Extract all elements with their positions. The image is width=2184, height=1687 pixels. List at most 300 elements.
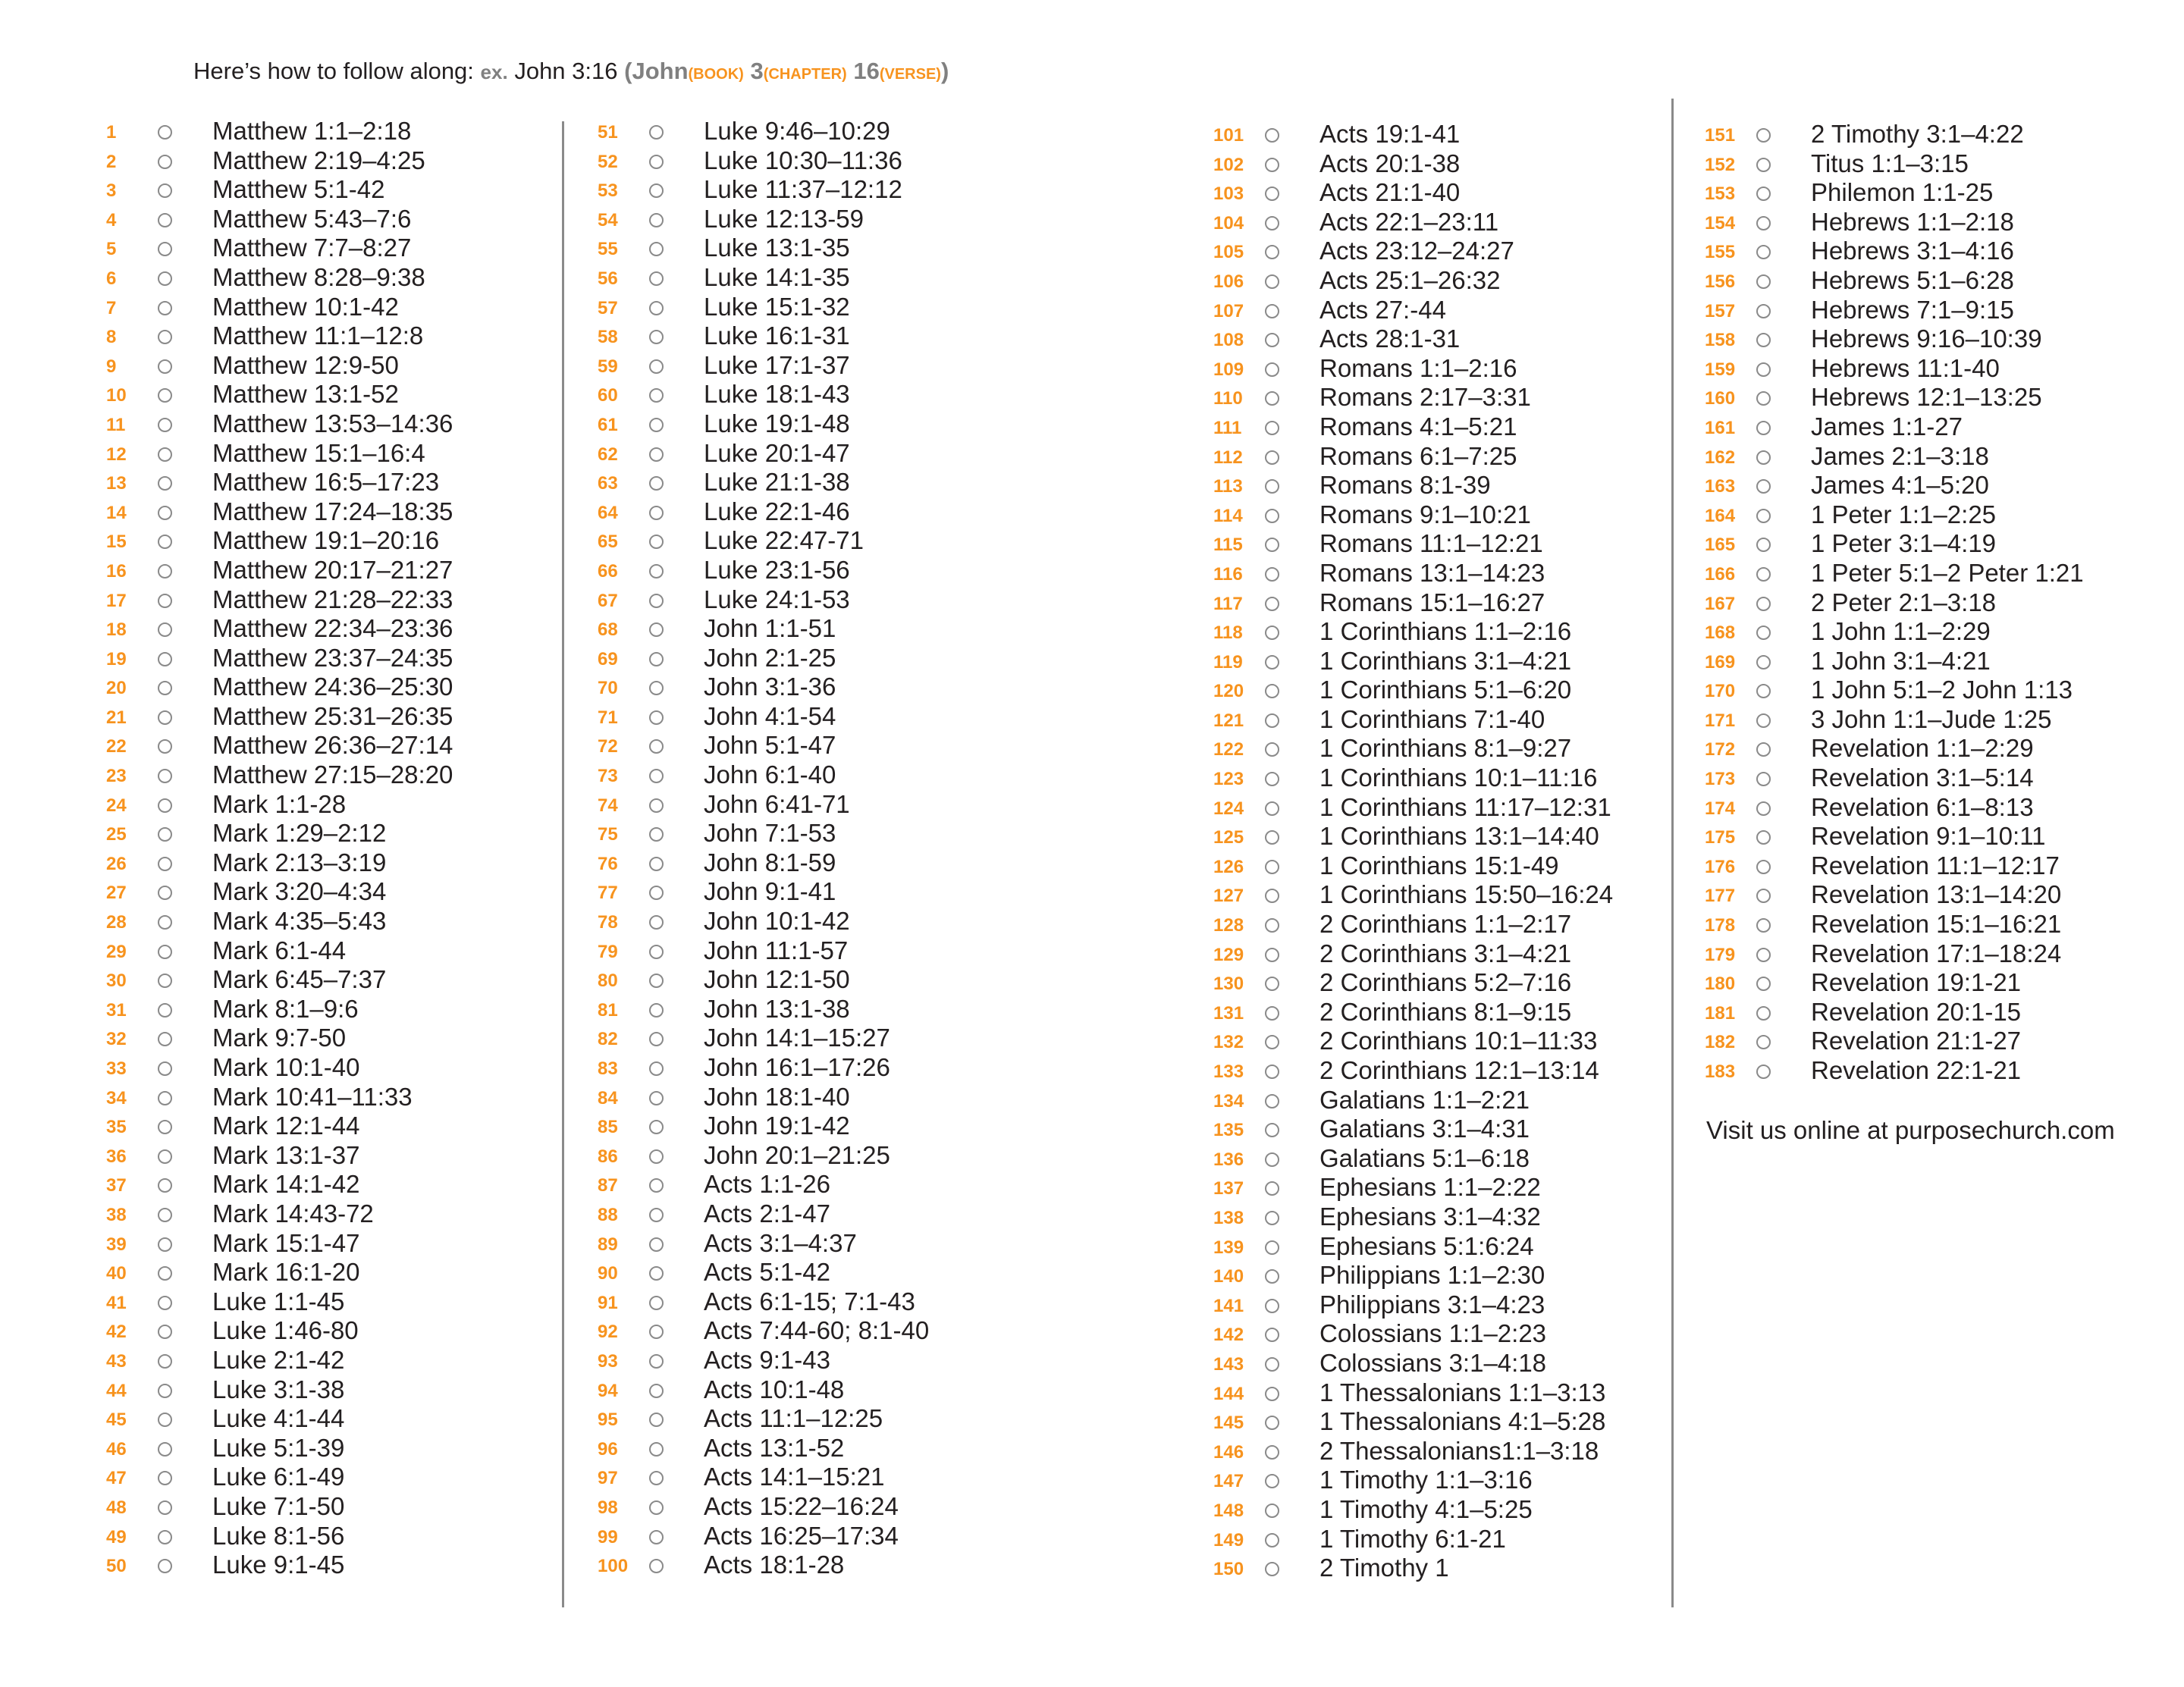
day-number: 164 <box>1705 505 1736 526</box>
reading-checkbox[interactable] <box>1265 391 1279 406</box>
day-number: 23 <box>106 766 127 787</box>
reading-passage: 1 Timothy 1:1–3:16 <box>1320 1466 1533 1494</box>
reading-checkbox[interactable] <box>158 359 172 374</box>
reading-checkbox[interactable] <box>1756 860 1771 874</box>
reading-passage: Philippians 3:1–4:23 <box>1320 1290 1545 1319</box>
reading-checkbox[interactable] <box>1265 1065 1279 1079</box>
reading-checkbox[interactable] <box>1265 1416 1279 1430</box>
reading-checkbox[interactable] <box>649 622 664 637</box>
day-number: 32 <box>106 1029 127 1050</box>
reading-checkbox[interactable] <box>1756 450 1771 465</box>
reading-checkbox[interactable] <box>1265 362 1279 377</box>
reading-checkbox[interactable] <box>649 183 664 198</box>
reading-checkbox[interactable] <box>1265 187 1279 201</box>
reading-passage: John 7:1-53 <box>704 819 836 848</box>
reading-checkbox[interactable] <box>158 1208 172 1222</box>
reading-checkbox[interactable] <box>1756 274 1771 289</box>
day-number: 116 <box>1213 563 1243 585</box>
reading-passage: 2 Corinthians 10:1–11:33 <box>1320 1027 1598 1055</box>
day-number: 80 <box>598 970 618 992</box>
reading-checkbox[interactable] <box>1265 1474 1279 1488</box>
reading-checkbox[interactable] <box>158 1500 172 1515</box>
day-number: 139 <box>1213 1237 1244 1258</box>
reading-checkbox[interactable] <box>1265 713 1279 728</box>
reading-checkbox[interactable] <box>158 183 172 198</box>
reading-checkbox[interactable] <box>1756 479 1771 494</box>
reading-checkbox[interactable] <box>158 710 172 725</box>
example-verse-number: 16 <box>853 58 880 84</box>
day-number: 85 <box>598 1117 618 1138</box>
example-prefix: ex. <box>480 61 508 83</box>
reading-checkbox[interactable] <box>158 447 172 462</box>
reading-checkbox[interactable] <box>158 1266 172 1281</box>
reading-checkbox[interactable] <box>1756 538 1771 552</box>
reading-passage: Ephesians 1:1–2:22 <box>1320 1173 1541 1202</box>
reading-checkbox[interactable] <box>649 769 664 783</box>
reading-checkbox[interactable] <box>649 681 664 695</box>
reading-checkbox[interactable] <box>649 915 664 930</box>
reading-checkbox[interactable] <box>649 1296 664 1310</box>
reading-checkbox[interactable] <box>158 739 172 754</box>
reading-checkbox[interactable] <box>649 798 664 813</box>
reading-passage: Acts 9:1-43 <box>704 1345 830 1374</box>
reading-checkbox[interactable] <box>158 622 172 637</box>
reading-checkbox[interactable] <box>1265 1445 1279 1460</box>
reading-checkbox[interactable] <box>1265 158 1279 172</box>
reading-checkbox[interactable] <box>158 271 172 286</box>
reading-checkbox[interactable] <box>1265 479 1279 494</box>
reading-checkbox[interactable] <box>158 769 172 783</box>
reading-passage: Matthew 15:1–16:4 <box>212 438 425 467</box>
reading-passage: Galatians 1:1–2:21 <box>1320 1085 1530 1114</box>
reading-passage: Revelation 17:1–18:24 <box>1811 939 2062 967</box>
day-number: 145 <box>1213 1413 1244 1434</box>
reading-passage: Luke 8:1-56 <box>212 1521 345 1550</box>
reading-checkbox[interactable] <box>158 418 172 432</box>
reading-checkbox[interactable] <box>649 594 664 608</box>
reading-checkbox[interactable] <box>1265 245 1279 259</box>
reading-checkbox[interactable] <box>649 1325 664 1339</box>
reading-checkbox[interactable] <box>158 1325 172 1339</box>
reading-passage: 2 Corinthians 3:1–4:21 <box>1320 939 1572 967</box>
reading-passage: 2 Peter 2:1–3:18 <box>1811 588 1997 616</box>
reading-checkbox[interactable] <box>1756 977 1771 991</box>
reading-checkbox[interactable] <box>649 1442 664 1457</box>
day-number: 17 <box>106 590 127 611</box>
reading-checkbox[interactable] <box>1265 655 1279 669</box>
reading-checkbox[interactable] <box>1756 830 1771 845</box>
reading-checkbox[interactable] <box>649 710 664 725</box>
reading-checkbox[interactable] <box>649 1061 664 1076</box>
reading-checkbox[interactable] <box>158 213 172 227</box>
reading-checkbox[interactable] <box>1265 1533 1279 1547</box>
day-number: 138 <box>1213 1207 1244 1228</box>
day-number: 40 <box>106 1263 127 1284</box>
reading-checkbox[interactable] <box>1756 713 1771 728</box>
reading-checkbox[interactable] <box>1756 889 1771 903</box>
reading-passage: Luke 11:37–12:12 <box>704 175 902 204</box>
reading-checkbox[interactable] <box>649 945 664 959</box>
reading-passage: John 1:1-51 <box>704 614 836 643</box>
reading-checkbox[interactable] <box>158 652 172 666</box>
reading-checkbox[interactable] <box>649 447 664 462</box>
reading-checkbox[interactable] <box>1756 801 1771 816</box>
day-number: 4 <box>106 209 117 230</box>
reading-passage: Luke 17:1-37 <box>704 350 850 379</box>
reading-checkbox[interactable] <box>1265 538 1279 552</box>
reading-passage: Ephesians 3:1–4:32 <box>1320 1202 1541 1231</box>
reading-passage: 1 Timothy 6:1-21 <box>1320 1524 1506 1553</box>
reading-passage: John 20:1–21:25 <box>704 1140 890 1169</box>
day-number: 55 <box>598 239 618 260</box>
reading-checkbox[interactable] <box>158 1296 172 1310</box>
reading-checkbox[interactable] <box>1265 1006 1279 1021</box>
day-number: 114 <box>1213 505 1243 526</box>
reading-checkbox[interactable] <box>649 1208 664 1222</box>
day-number: 34 <box>106 1087 127 1108</box>
reading-checkbox[interactable] <box>649 1471 664 1485</box>
reading-checkbox[interactable] <box>158 1354 172 1369</box>
reading-checkbox[interactable] <box>1756 655 1771 669</box>
day-number: 110 <box>1213 388 1243 409</box>
reading-checkbox[interactable] <box>1265 626 1279 640</box>
reading-passage: Galatians 5:1–6:18 <box>1320 1143 1530 1172</box>
reading-checkbox[interactable] <box>1756 948 1771 962</box>
reading-checkbox[interactable] <box>1756 304 1771 318</box>
reading-checkbox[interactable] <box>1265 1562 1279 1576</box>
reading-checkbox[interactable] <box>649 1032 664 1046</box>
reading-checkbox[interactable] <box>158 535 172 549</box>
reading-checkbox[interactable] <box>1265 801 1279 816</box>
day-number: 130 <box>1213 974 1244 995</box>
reading-passage: Acts 10:1-48 <box>704 1375 845 1403</box>
day-number: 52 <box>598 151 618 172</box>
day-number: 94 <box>598 1380 618 1401</box>
reading-checkbox[interactable] <box>649 857 664 871</box>
day-number: 137 <box>1213 1178 1244 1199</box>
reading-passage: Luke 14:1-35 <box>704 262 850 291</box>
reading-checkbox[interactable] <box>1756 1006 1771 1021</box>
reading-passage: Mark 1:29–2:12 <box>212 819 387 848</box>
reading-checkbox[interactable] <box>649 1237 664 1252</box>
reading-passage: 1 Corinthians 5:1–6:20 <box>1320 676 1572 704</box>
reading-checkbox[interactable] <box>649 1559 664 1573</box>
day-number: 158 <box>1705 330 1736 351</box>
reading-checkbox[interactable] <box>158 476 172 491</box>
reading-checkbox[interactable] <box>649 1500 664 1515</box>
reading-passage: Mark 14:43-72 <box>212 1199 374 1228</box>
reading-checkbox[interactable] <box>649 1091 664 1105</box>
reading-passage: John 14:1–15:27 <box>704 1024 890 1052</box>
reading-checkbox[interactable] <box>158 1091 172 1105</box>
reading-checkbox[interactable] <box>158 1061 172 1076</box>
reading-checkbox[interactable] <box>1265 948 1279 962</box>
reading-checkbox[interactable] <box>158 886 172 900</box>
reading-checkbox[interactable] <box>1756 684 1771 698</box>
reading-checkbox[interactable] <box>649 213 664 227</box>
reading-checkbox[interactable] <box>649 1149 664 1164</box>
reading-checkbox[interactable] <box>158 301 172 315</box>
reading-checkbox[interactable] <box>1756 918 1771 933</box>
reading-checkbox[interactable] <box>1265 216 1279 230</box>
reading-passage: Acts 1:1-26 <box>704 1170 830 1199</box>
reading-checkbox[interactable] <box>1265 1181 1279 1196</box>
day-number: 43 <box>106 1350 127 1372</box>
reading-checkbox[interactable] <box>158 155 172 169</box>
reading-checkbox[interactable] <box>649 155 664 169</box>
reading-checkbox[interactable] <box>1265 1387 1279 1401</box>
reading-checkbox[interactable] <box>1265 1123 1279 1137</box>
reading-checkbox[interactable] <box>158 798 172 813</box>
reading-checkbox[interactable] <box>158 564 172 579</box>
day-number: 90 <box>598 1263 618 1284</box>
reading-checkbox[interactable] <box>158 1237 172 1252</box>
reading-checkbox[interactable] <box>1756 391 1771 406</box>
reading-checkbox[interactable] <box>158 945 172 959</box>
reading-checkbox[interactable] <box>1265 1328 1279 1342</box>
reading-checkbox[interactable] <box>649 125 664 140</box>
day-number: 100 <box>598 1556 629 1577</box>
reading-passage: Acts 2:1-47 <box>704 1199 830 1228</box>
reading-passage: John 8:1-59 <box>704 848 836 876</box>
reading-passage: 1 Timothy 4:1–5:25 <box>1320 1494 1533 1523</box>
day-number: 171 <box>1705 710 1736 731</box>
reading-checkbox[interactable] <box>1265 1240 1279 1255</box>
reading-checkbox[interactable] <box>1756 421 1771 435</box>
day-number: 30 <box>106 970 127 992</box>
reading-checkbox[interactable] <box>158 1149 172 1164</box>
reading-checkbox[interactable] <box>1265 1357 1279 1372</box>
reading-checkbox[interactable] <box>649 1354 664 1369</box>
reading-checkbox[interactable] <box>1756 1065 1771 1079</box>
reading-passage: Colossians 1:1–2:23 <box>1320 1319 1547 1348</box>
reading-passage: Luke 13:1-35 <box>704 234 850 262</box>
reading-checkbox[interactable] <box>1265 597 1279 611</box>
reading-passage: John 3:1-36 <box>704 673 836 701</box>
reading-checkbox[interactable] <box>1756 187 1771 201</box>
reading-checkbox[interactable] <box>1265 860 1279 874</box>
reading-checkbox[interactable] <box>649 974 664 988</box>
reading-checkbox[interactable] <box>1265 977 1279 991</box>
website-note: Visit us online at purposechurch.com <box>1706 1116 2115 1144</box>
reading-checkbox[interactable] <box>1756 509 1771 523</box>
reading-passage: 2 Corinthians 8:1–9:15 <box>1320 997 1572 1026</box>
day-number: 36 <box>106 1146 127 1167</box>
day-number: 76 <box>598 853 618 874</box>
reading-checkbox[interactable] <box>1265 421 1279 435</box>
reading-checkbox[interactable] <box>158 915 172 930</box>
reading-checkbox[interactable] <box>1265 918 1279 933</box>
reading-checkbox[interactable] <box>1265 1035 1279 1049</box>
day-number: 92 <box>598 1322 618 1343</box>
reading-passage: 1 John 3:1–4:21 <box>1811 646 1991 675</box>
day-number: 181 <box>1705 1002 1736 1024</box>
reading-passage: 1 Corinthians 10:1–11:16 <box>1320 764 1598 792</box>
day-number: 11 <box>106 414 126 435</box>
reading-passage: James 2:1–3:18 <box>1811 441 1989 470</box>
reading-checkbox[interactable] <box>158 125 172 140</box>
reading-checkbox[interactable] <box>1756 742 1771 757</box>
reading-checkbox[interactable] <box>1265 1152 1279 1167</box>
reading-checkbox[interactable] <box>1265 889 1279 903</box>
reading-checkbox[interactable] <box>649 739 664 754</box>
reading-passage: 2 Timothy 1 <box>1320 1554 1449 1582</box>
day-number: 20 <box>106 678 127 699</box>
day-number: 63 <box>598 473 618 494</box>
reading-passage: Romans 6:1–7:25 <box>1320 441 1517 470</box>
reading-checkbox[interactable] <box>649 827 664 842</box>
reading-checkbox[interactable] <box>649 506 664 520</box>
reading-checkbox[interactable] <box>1265 1269 1279 1284</box>
reading-checkbox[interactable] <box>649 564 664 579</box>
day-number: 41 <box>106 1292 127 1313</box>
reading-checkbox[interactable] <box>1756 333 1771 347</box>
reading-checkbox[interactable] <box>1756 567 1771 582</box>
day-number: 28 <box>106 912 127 933</box>
example-chapter-label: (CHAPTER) <box>763 66 847 83</box>
day-number: 14 <box>106 502 127 523</box>
day-number: 149 <box>1213 1529 1244 1551</box>
reading-checkbox[interactable] <box>1265 1299 1279 1313</box>
reading-checkbox[interactable] <box>1265 742 1279 757</box>
reading-passage: Acts 27:-44 <box>1320 295 1446 324</box>
reading-checkbox[interactable] <box>649 1178 664 1193</box>
reading-checkbox[interactable] <box>1265 567 1279 582</box>
reading-checkbox[interactable] <box>649 359 664 374</box>
reading-checkbox[interactable] <box>1756 626 1771 640</box>
reading-passage: Matthew 10:1-42 <box>212 292 399 321</box>
day-number: 168 <box>1705 622 1736 644</box>
day-number: 39 <box>106 1234 127 1255</box>
reading-checkbox[interactable] <box>158 1471 172 1485</box>
instructions-intro: Here’s how to follow along: <box>193 58 474 84</box>
reading-checkbox[interactable] <box>1756 245 1771 259</box>
reading-checkbox[interactable] <box>649 1120 664 1134</box>
reading-checkbox[interactable] <box>158 827 172 842</box>
reading-checkbox[interactable] <box>649 1413 664 1427</box>
reading-passage: 1 Peter 5:1–2 Peter 1:21 <box>1811 558 2084 587</box>
reading-passage: Revelation 22:1-21 <box>1811 1056 2022 1084</box>
reading-checkbox[interactable] <box>1756 597 1771 611</box>
reading-passage: Acts 25:1–26:32 <box>1320 265 1501 294</box>
reading-checkbox[interactable] <box>649 476 664 491</box>
reading-checkbox[interactable] <box>158 594 172 608</box>
reading-checkbox[interactable] <box>1756 772 1771 786</box>
reading-checkbox[interactable] <box>1265 772 1279 786</box>
reading-checkbox[interactable] <box>158 1003 172 1018</box>
reading-checkbox[interactable] <box>649 1530 664 1544</box>
reading-checkbox[interactable] <box>649 1266 664 1281</box>
day-number: 105 <box>1213 242 1244 263</box>
reading-checkbox[interactable] <box>1265 1211 1279 1225</box>
reading-checkbox[interactable] <box>158 857 172 871</box>
day-number: 118 <box>1213 622 1243 644</box>
instructions-line <box>193 59 949 83</box>
reading-checkbox[interactable] <box>1756 1035 1771 1049</box>
reading-checkbox[interactable] <box>1265 333 1279 347</box>
reading-passage: 1 Corinthians 3:1–4:21 <box>1320 646 1572 675</box>
reading-passage: Romans 15:1–16:27 <box>1320 588 1545 616</box>
reading-checkbox[interactable] <box>158 506 172 520</box>
reading-checkbox[interactable] <box>1265 830 1279 845</box>
day-number: 131 <box>1213 1002 1244 1024</box>
day-number: 49 <box>106 1526 127 1547</box>
reading-checkbox[interactable] <box>649 271 664 286</box>
reading-checkbox[interactable] <box>158 1442 172 1457</box>
reading-checkbox[interactable] <box>158 1530 172 1544</box>
reading-passage: Revelation 3:1–5:14 <box>1811 764 2034 792</box>
day-number: 150 <box>1213 1559 1244 1580</box>
reading-checkbox[interactable] <box>158 1178 172 1193</box>
reading-checkbox[interactable] <box>158 1120 172 1134</box>
day-number: 180 <box>1705 974 1736 995</box>
reading-checkbox[interactable] <box>158 1032 172 1046</box>
day-number: 108 <box>1213 330 1244 351</box>
reading-checkbox[interactable] <box>158 1559 172 1573</box>
reading-checkbox[interactable] <box>649 652 664 666</box>
day-number: 64 <box>598 502 618 523</box>
reading-checkbox[interactable] <box>1265 304 1279 318</box>
reading-checkbox[interactable] <box>1756 158 1771 172</box>
reading-passage: John 19:1-42 <box>704 1112 850 1140</box>
reading-checkbox[interactable] <box>1265 1094 1279 1108</box>
reading-checkbox[interactable] <box>649 1003 664 1018</box>
reading-passage: Mark 3:20–4:34 <box>212 877 387 906</box>
reading-passage: John 13:1-38 <box>704 994 850 1023</box>
reading-passage: Colossians 3:1–4:18 <box>1320 1348 1547 1377</box>
reading-checkbox[interactable] <box>649 388 664 403</box>
day-number: 91 <box>598 1292 618 1313</box>
reading-checkbox[interactable] <box>158 1413 172 1427</box>
day-number: 172 <box>1705 739 1736 760</box>
reading-passage: Luke 19:1-48 <box>704 409 850 437</box>
reading-checkbox[interactable] <box>1265 1504 1279 1518</box>
reading-checkbox[interactable] <box>1756 216 1771 230</box>
reading-checkbox[interactable] <box>1265 450 1279 465</box>
reading-passage: Luke 21:1-38 <box>704 468 850 497</box>
reading-checkbox[interactable] <box>1265 128 1279 143</box>
reading-checkbox[interactable] <box>649 242 664 256</box>
reading-checkbox[interactable] <box>1756 362 1771 377</box>
reading-checkbox[interactable] <box>158 681 172 695</box>
day-number: 60 <box>598 385 618 406</box>
reading-checkbox[interactable] <box>158 330 172 344</box>
reading-passage: Matthew 21:28–22:33 <box>212 585 453 613</box>
reading-checkbox[interactable] <box>158 242 172 256</box>
reading-checkbox[interactable] <box>649 330 664 344</box>
reading-passage: John 6:41-71 <box>704 789 850 818</box>
reading-checkbox[interactable] <box>649 535 664 549</box>
reading-checkbox[interactable] <box>649 1384 664 1398</box>
reading-passage: John 16:1–17:26 <box>704 1053 890 1081</box>
reading-checkbox[interactable] <box>1265 509 1279 523</box>
day-number: 27 <box>106 883 127 904</box>
reading-checkbox[interactable] <box>649 418 664 432</box>
reading-checkbox[interactable] <box>649 886 664 900</box>
reading-checkbox[interactable] <box>158 974 172 988</box>
reading-passage: Acts 18:1-28 <box>704 1551 845 1579</box>
reading-checkbox[interactable] <box>1265 274 1279 289</box>
day-number: 2 <box>106 151 117 172</box>
reading-checkbox[interactable] <box>158 1384 172 1398</box>
reading-checkbox[interactable] <box>1756 128 1771 143</box>
reading-checkbox[interactable] <box>158 388 172 403</box>
reading-checkbox[interactable] <box>1265 684 1279 698</box>
reading-checkbox[interactable] <box>649 301 664 315</box>
reading-passage: Romans 13:1–14:23 <box>1320 558 1545 587</box>
day-number: 47 <box>106 1468 127 1489</box>
reading-passage: Mark 15:1-47 <box>212 1228 360 1257</box>
